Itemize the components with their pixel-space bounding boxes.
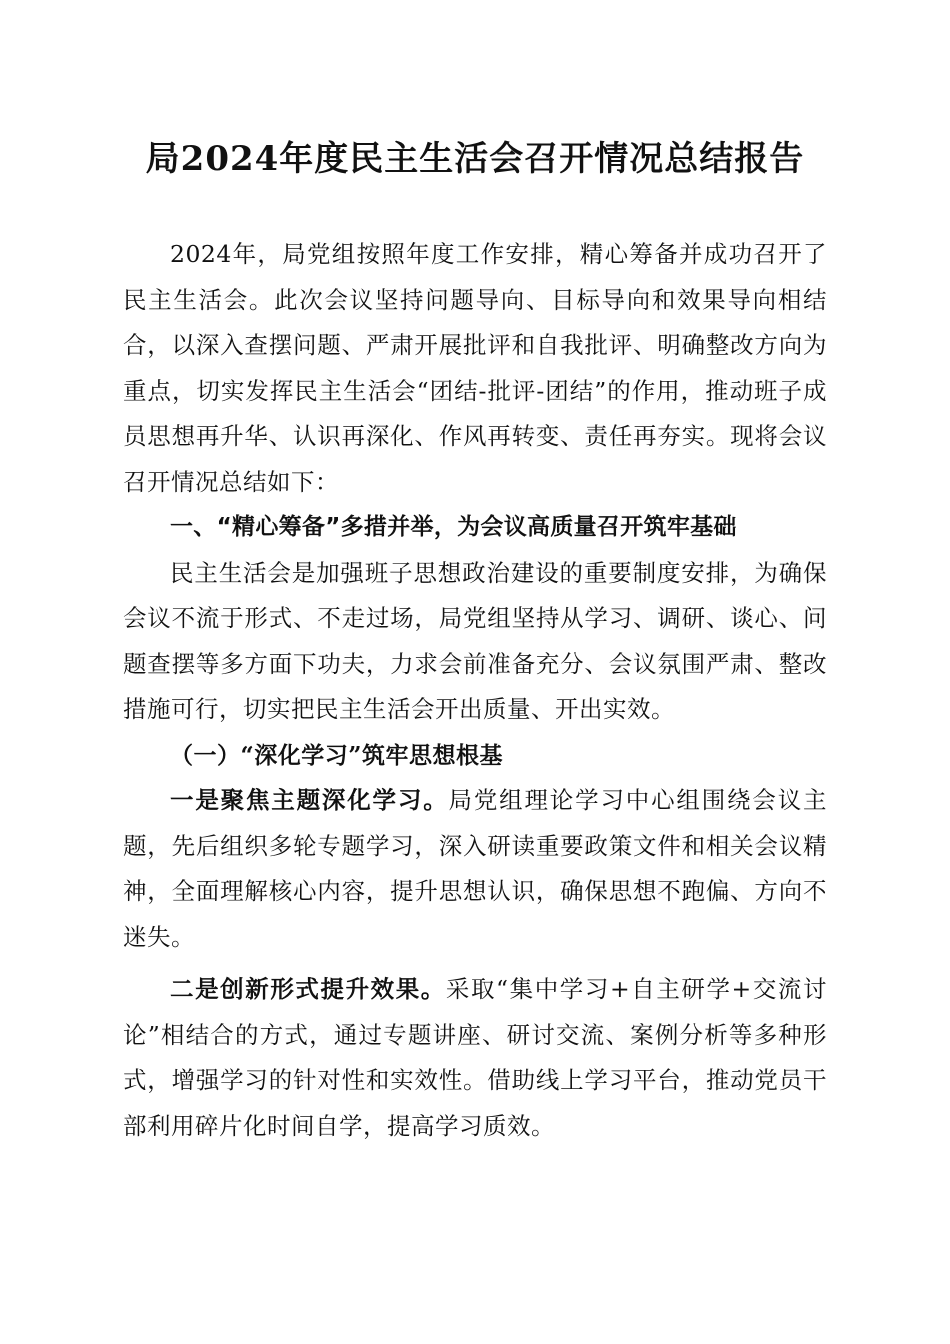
item-2-lead: 二是创新形式提升效果。 <box>170 975 446 1003</box>
item-paragraph-2 <box>123 967 827 1149</box>
document-title: 局2024年度民主生活会召开情况总结报告 <box>145 139 805 179</box>
section-1-paragraph: 民主生活会是加强班子思想政治建设的重要制度安排，为确保会议不流于形式、不走过场，局党组坚持从学习、调研、谈心、问题查摆等多方面下功夫，力求会前准备充分、会议氛围严肃、整改措施可行，切实把民主生活会开出质量、开出实效。 <box>123 558 827 723</box>
item-2-text: 采取“集中学习+自主研学+交流讨论”相结合的方式，通过专题讲座、研讨交流、案例分析等多种形式，增强学习的针对性和实效性。借助线上学习平台，推动党员干部利用碎片化时间自学，提高学习质效。 <box>123 975 827 1140</box>
item-1-text: 局党组理论学习中心组围绕会议主题，先后组织多轮专题学习，深入研读重要政策文件和相关会议精神，全面理解核心内容，提升思想认识，确保思想不跑偏、方向不迷失。 <box>123 786 828 951</box>
item-1-lead: 一是聚焦主题深化学习。 <box>170 786 449 814</box>
paragraph-gap <box>123 960 827 967</box>
subsection-heading-1: （一）“深化学习”筑牢思想根基 <box>170 741 503 769</box>
intro-paragraph: 2024年，局党组按照年度工作安排，精心筹备并成功召开了民主生活会。此次会议坚持问题导向、目标导向和效果导向相结合，以深入查摆问题、严肃开展批评和自我批评、明确整改方向为重点，切实发挥民主生活会“团结-批评-团结”的作用，推动班子成员思想再升华、认识再深化、作风再转变、责任再夯实。现将会议召开情况总结如下： <box>123 240 827 496</box>
document-body <box>123 232 827 1149</box>
item-paragraph-1 <box>123 778 827 960</box>
section-heading-1: 一、“精心筹备”多措并举，为会议高质量召开筑牢基础 <box>170 514 737 540</box>
